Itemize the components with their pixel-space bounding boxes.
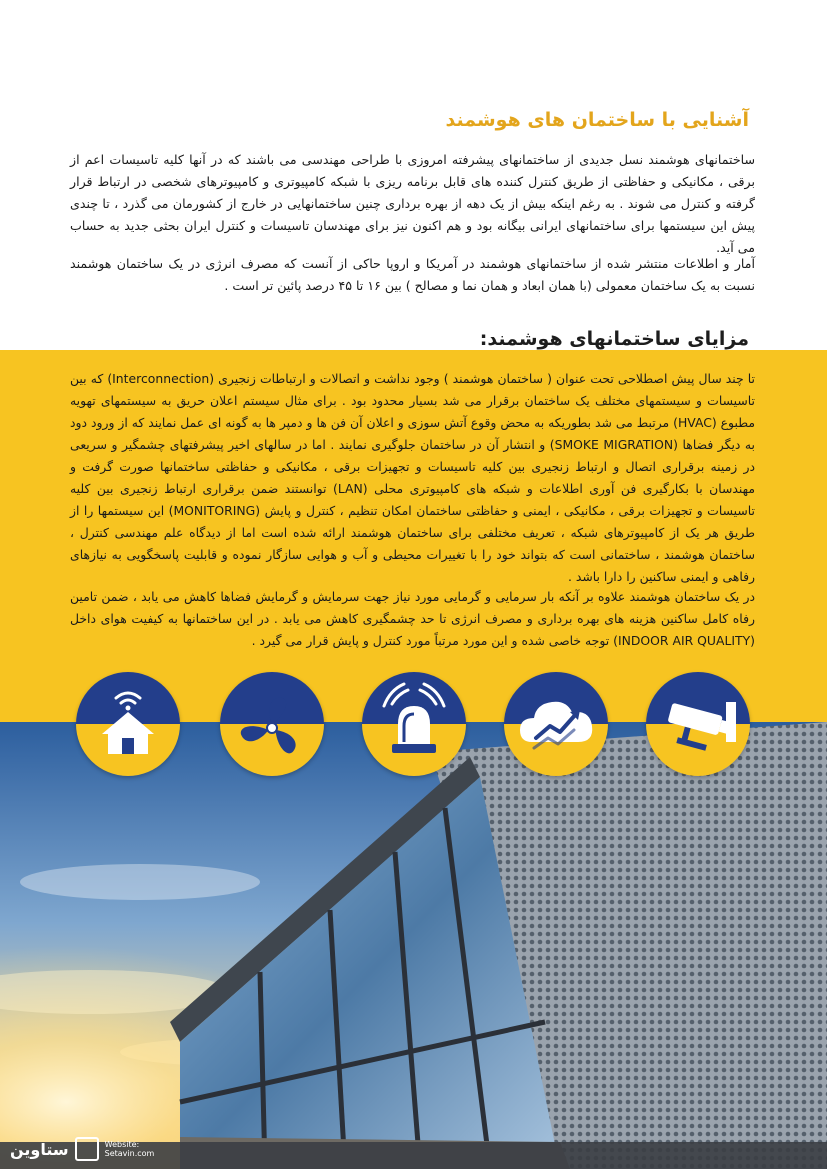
- benefits-paragraph-2: در یک ساختمان هوشمند علاوه بر آنکه بار سرمایی و گرمایی مورد نیاز جهت سرمایش و گرمایش فضاها کاهش می یابد ، ضمن تامین رفاه کامل ساکنین هزینه های بهره برداری و مصرف انرژی تا حد چشمگیری کاهش می یابد . در این ساختمانها به کیفیت هوای داخل (INDOOR AIR QUALITY) توجه خاصی شده و این مورد مرتباً مورد کنترل و پایش قرار می گیرد .: [70, 589, 755, 648]
- intro-paragraph-2: آمار و اطلاعات منتشر شده از ساختمانهای هوشمند در آمریکا و اروپا حاکی از آنست که مصرف انرژی در یک ساختمان هوشمند نسبت به یک ساختمان معمولی (با همان ابعاد و همان نما و مصالح ) بین ۱۶ تا ۴۵ درصد پائین تر است .: [70, 256, 755, 293]
- site-label: Website:: [104, 1140, 140, 1149]
- section-title-intro: آشنایی با ساختمان های هوشمند: [445, 109, 749, 131]
- benefits-paragraph-1: تا چند سال پیش اصطلاحی تحت عنوان ( ساختمان هوشمند ) وجود نداشت و اتصالات و ارتباطات زنجیری (Interconnection) که بین تاسیسات و سیستمهای مختلف یک ساختمان برقرار می شد بسیار محدود بود . برای مثال سیستم اعلان حریق به سیستمهای تهویه مطبوع (HVAC) مرتبط می شد بطوریکه به محض وقوع آتش سوزی و اعلان آن فن ها و دمپر ها به گونه ای عمل نمایند که از ورود دود به دیگر فضاها (SMOKE MIGRATION) و انتشار آن در ساختمان جلوگیری نمایند . اما در سالهای اخیر پیشرفتهای چشمگیر و سریعی در زمینه برقراری اتصال و ارتباط زنجیری بین کلیه تاسیسات و تجهیزات برقی ، مکانیکی و حفاظتی ساختمانها صورت گرفت و مهندسان با بکارگیری فن آوری اطلاعات و شبکه های کامپیوتری محلی (LAN) توانستند ضمن برقراری ارتباط زنجیری بین کلیه تاسیسات و تجهیزات برقی ، مکانیکی ، ایمنی و حفاظتی ساختمان امکان تنظیم ، کنترل و پایش (MONITORING) این سیستمها را از طریق هر یک از کامپیوترهای شبکه ، تعریف مختلفی برای ساختمان هوشمند ارائه شده است اما از دیدگاه علم مهندسی کنترل ، ساختمان هوشمند ، ساختمانی است که بتواند خود را با تغییرات محیطی و آب و هوایی سازگار نموده و قابلیت پاسخگویی به نیازهای رفاهی و ایمنی ساکنین را دارا باشد .: [70, 371, 756, 584]
- site-url: Setavin.com: [104, 1149, 155, 1158]
- section-title-benefits: مزایای ساختمانهای هوشمند:: [479, 328, 749, 350]
- cctv-camera-icon: [646, 672, 750, 776]
- fan-icon: [220, 672, 324, 776]
- intro-paragraph-1: ساختمانهای هوشمند نسل جدیدی از ساختمانهای پیشرفته امروزی با طراحی مهندسی می باشند که در آنها کلیه تاسیسات اعم از برقی ، مکانیکی و حفاظتی از طریق کنترل کننده های قابل برنامه ریزی با شبکه کامپیوتری و کامپیوترهای شخصی در ارتباط قرار گرفته و کنترل می شوند . به رغم اینکه بیش از یک دهه از بهره برداری چنین ساختمانهایی در خارج از کشورمان می گذرد ، تا چندی پیش این سیستمها برای ساختمانهای ایرانی بیگانه بود و هم اکنون نیز برای مهندسان تاسیسات و کنترل ایران بحثی جدید به حساب می آید.: [70, 152, 755, 255]
- setavin-logo: [10, 1136, 154, 1162]
- logo-website: [105, 1140, 155, 1158]
- cloud-chart-icon: [504, 672, 608, 776]
- logo-text: ستاوین: [10, 1139, 69, 1159]
- logo-mark-icon: [75, 1137, 99, 1161]
- alarm-siren-icon: [362, 672, 466, 776]
- smart-home-icon: [76, 672, 180, 776]
- building-photo: [0, 722, 827, 1169]
